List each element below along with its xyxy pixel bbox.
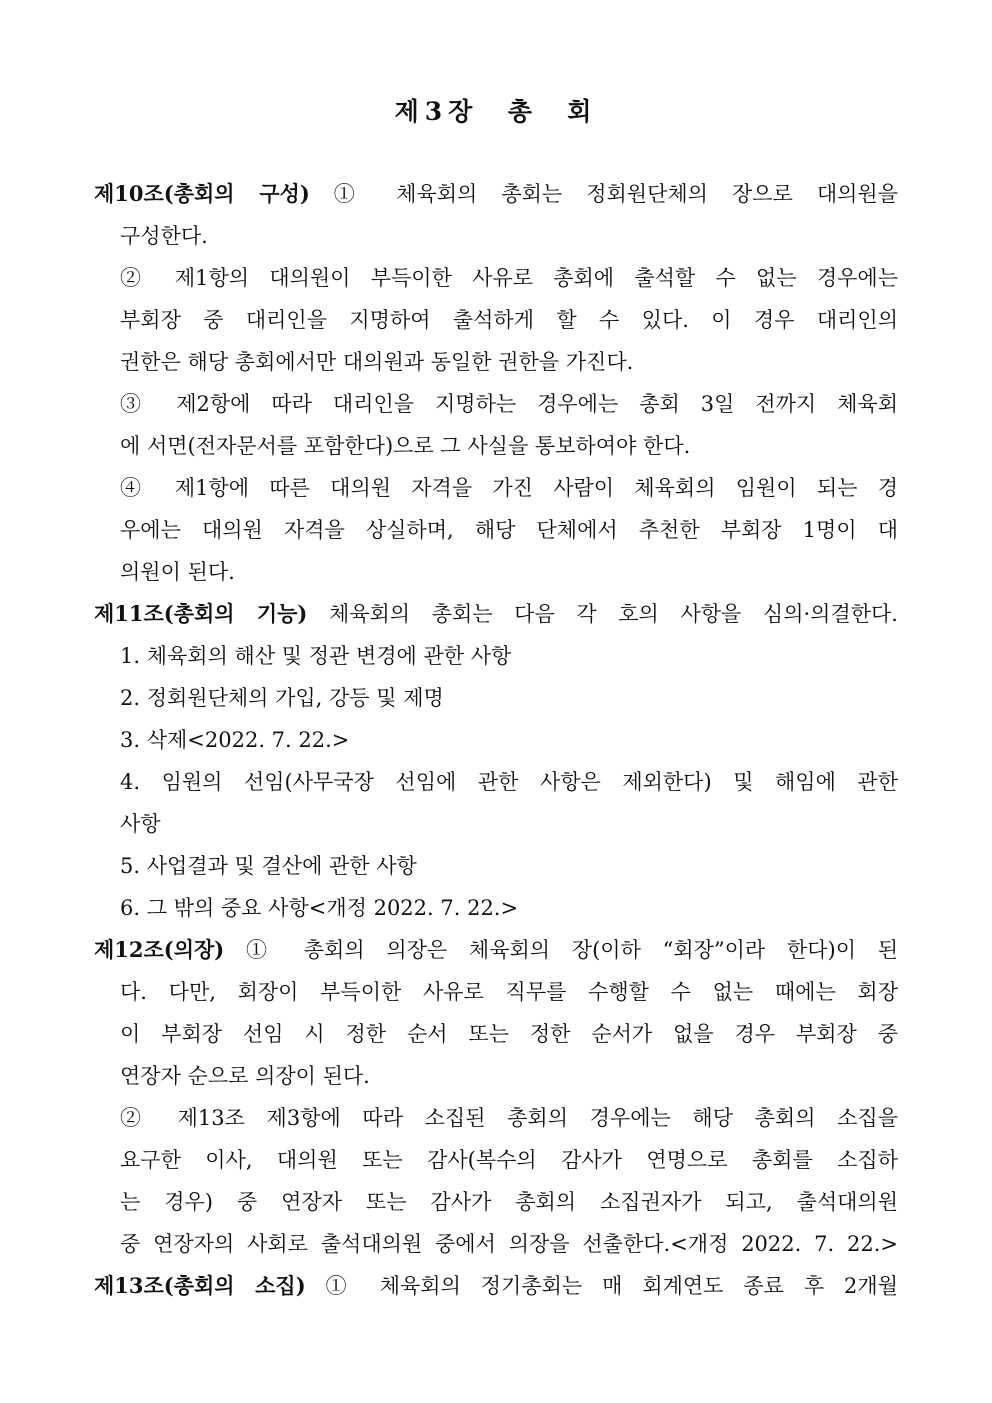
article-heading: 제13조(총회의 소집) bbox=[94, 1273, 306, 1298]
article-text: 요구한 이사, 대의원 또는 감사(복수의 감사가 연명으로 총회를 소집하 bbox=[120, 1148, 898, 1172]
article-line bbox=[94, 383, 898, 425]
article-text: 연장자 순으로 의장이 된다. bbox=[120, 1064, 370, 1088]
article-text: 6. 그 밖의 중요 사항<개정 2022. 7. 22.> bbox=[120, 896, 519, 920]
article-line bbox=[94, 257, 898, 299]
article-text: 구성한다. bbox=[120, 224, 208, 248]
article-line bbox=[94, 1055, 898, 1097]
article-line bbox=[94, 1097, 898, 1139]
article-text: 부회장 중 대리인을 지명하여 출석하게 할 수 있다. 이 경우 대리인의 bbox=[120, 308, 898, 332]
article-line bbox=[94, 677, 898, 719]
article-art13 bbox=[94, 1265, 898, 1307]
article-text: 1. 체육회의 해산 및 정관 변경에 관한 사항 bbox=[120, 644, 512, 668]
article-text: 우에는 대의원 자격을 상실하며, 해당 단체에서 추천한 부회장 1명이 대 bbox=[120, 518, 898, 542]
article-text: ③ 제2항에 따라 대리인을 지명하는 경우에는 총회 3일 전까지 체육회 bbox=[120, 392, 898, 416]
article-text: 다. 다만, 회장이 부득이한 사유로 직무를 수행할 수 없는 때에는 회장 bbox=[120, 980, 898, 1004]
article-line bbox=[94, 845, 898, 887]
article-line bbox=[94, 341, 898, 383]
article-line bbox=[94, 509, 898, 551]
article-line bbox=[94, 1181, 898, 1223]
article-line bbox=[94, 425, 898, 467]
article-text: 사항 bbox=[120, 812, 161, 836]
article-text: 이 부회장 선임 시 정한 순서 또는 정한 순서가 없을 경우 부회장 중 bbox=[120, 1022, 898, 1046]
article-text: 에 서면(전자문서를 포함한다)으로 그 사실을 통보하여야 한다. bbox=[120, 434, 691, 458]
article-art12 bbox=[94, 929, 898, 1265]
article-text: ② 제1항의 대의원이 부득이한 사유로 총회에 출석할 수 없는 경우에는 bbox=[120, 266, 898, 290]
article-text: 5. 사업결과 및 결산에 관한 사항 bbox=[120, 854, 417, 878]
article-text: ① 총회의 의장은 체육회의 장(이하 “회장”이라 한다)이 된 bbox=[224, 938, 898, 962]
article-first-line bbox=[94, 929, 898, 971]
article-text: 체육회의 총회는 다음 각 호의 사항을 심의·의결한다. bbox=[307, 602, 898, 626]
article-line bbox=[94, 971, 898, 1013]
article-line bbox=[94, 215, 898, 257]
article-line bbox=[94, 887, 898, 929]
article-line bbox=[94, 635, 898, 677]
article-text: ④ 제1항에 따른 대의원 자격을 가진 사람이 체육회의 임원이 되는 경 bbox=[120, 476, 898, 500]
article-text: 는 경우) 중 연장자 또는 감사가 총회의 소집권자가 되고, 출석대의원 bbox=[120, 1190, 898, 1214]
article-text: 권한은 해당 총회에서만 대의원과 동일한 권한을 가진다. bbox=[120, 350, 634, 374]
article-line bbox=[94, 719, 898, 761]
article-text: ① 체육회의 총회는 정회원단체의 장으로 대의원을 bbox=[309, 182, 898, 206]
article-line bbox=[94, 1223, 898, 1265]
article-line bbox=[94, 1013, 898, 1055]
article-art10 bbox=[94, 173, 898, 593]
article-line bbox=[94, 1139, 898, 1181]
article-heading: 제12조(의장) bbox=[94, 937, 225, 962]
article-text: 3. 삭제<2022. 7. 22.> bbox=[120, 728, 350, 752]
chapter-title: 제3장 총 회 bbox=[394, 97, 598, 126]
article-line bbox=[94, 467, 898, 509]
article-heading: 제11조(총회의 기능) bbox=[94, 601, 308, 626]
article-text: ① 체육회의 정기총회는 매 회계연도 종료 후 2개월 bbox=[305, 1274, 898, 1298]
document-body bbox=[94, 173, 898, 1307]
article-first-line bbox=[94, 1265, 898, 1307]
article-text: 중 연장자의 사회로 출석대의원 중에서 의장을 선출한다.<개정 2022. 7. 22.> bbox=[120, 1232, 898, 1256]
article-text: 2. 정회원단체의 가입, 강등 및 제명 bbox=[120, 686, 444, 710]
article-line bbox=[94, 299, 898, 341]
article-line bbox=[94, 761, 898, 803]
article-line bbox=[94, 551, 898, 593]
article-first-line bbox=[94, 173, 898, 215]
article-line bbox=[94, 803, 898, 845]
article-text: 의원이 된다. bbox=[120, 560, 235, 584]
article-art11 bbox=[94, 593, 898, 929]
article-heading: 제10조(총회의 구성) bbox=[94, 181, 310, 206]
article-text: ② 제13조 제3항에 따라 소집된 총회의 경우에는 해당 총회의 소집을 bbox=[120, 1106, 898, 1130]
article-text: 4. 임원의 선임(사무국장 선임에 관한 사항은 제외한다) 및 해임에 관한 bbox=[120, 770, 898, 794]
article-first-line bbox=[94, 593, 898, 635]
